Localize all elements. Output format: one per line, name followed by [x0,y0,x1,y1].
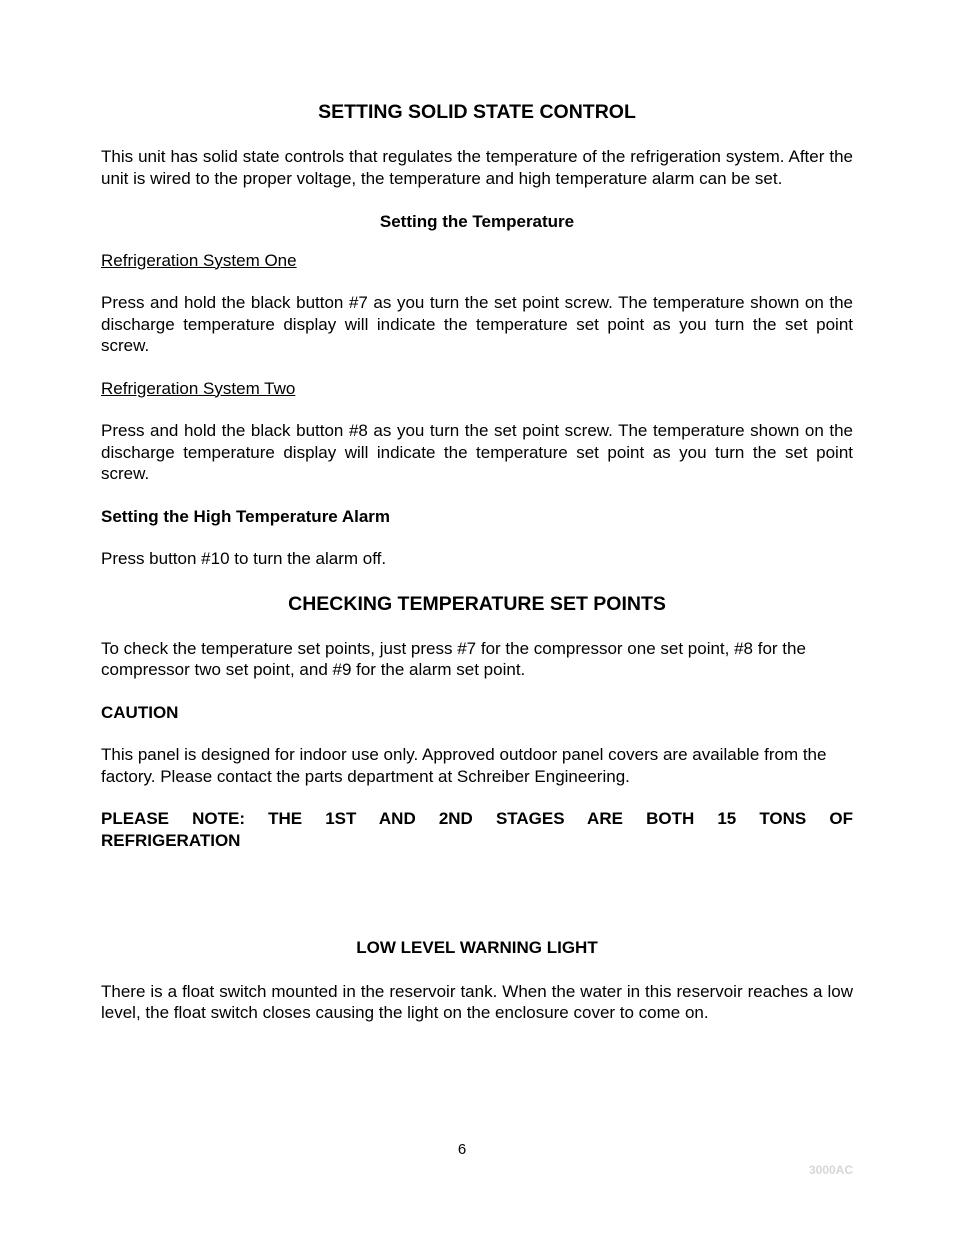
section-title-solid-state-control: SETTING SOLID STATE CONTROL [318,101,636,123]
please-note-text: PLEASE NOTE: THE 1ST AND 2ND STAGES ARE BOTH 15 TONS OF REFRIGERATION [101,809,853,850]
high-temperature-alarm-heading: Setting the High Temperature Alarm [101,506,391,526]
refrigeration-system-two-text: Press and hold the black button #8 as you turn the set point screw. The temperature shown on the discharge temperature display will indicate the temperature set point as you turn the set point screw. [101,421,853,483]
page-number: 6 [457,1141,467,1158]
low-level-warning-heading: LOW LEVEL WARNING LIGHT [356,938,598,957]
intro-paragraph: This unit has solid state controls that regulates the temperature of the refrigeration system. After the unit is wired to the proper voltage, the temperature and high temperature alarm can be set. [101,147,853,188]
document-code: 3000AC [808,1163,853,1177]
section-title-checking-set-points: CHECKING TEMPERATURE SET POINTS [288,592,666,615]
alarm-text: Press button #10 to turn the alarm off. [101,549,387,568]
refrigeration-system-one-text: Press and hold the black button #7 as you turn the set point screw. The temperature shown on the discharge temperature display will indicate the temperature set point as you turn the set point screw. [101,293,853,355]
checking-set-points-text: To check the temperature set points, just press #7 for the compressor one set point, #8 for the compressor two set point, and #9 for the alarm set point. [101,638,806,679]
refrigeration-system-two-label: Refrigeration System Two [101,378,296,398]
setting-temperature-heading: Setting the Temperature [379,212,575,231]
refrigeration-system-one-label: Refrigeration System One [101,250,297,270]
caution-heading: CAUTION [101,702,179,722]
low-level-warning-text: There is a float switch mounted in the reservoir tank. When the water in this reservoir reaches a low level, the float switch closes causing the light on the enclosure cover to come on. [101,981,853,1022]
page-content [101,100,853,1024]
caution-text: This panel is designed for indoor use only. Approved outdoor panel covers are available from the factory. Please contact the parts department at Schreiber Engineering. [101,745,827,786]
